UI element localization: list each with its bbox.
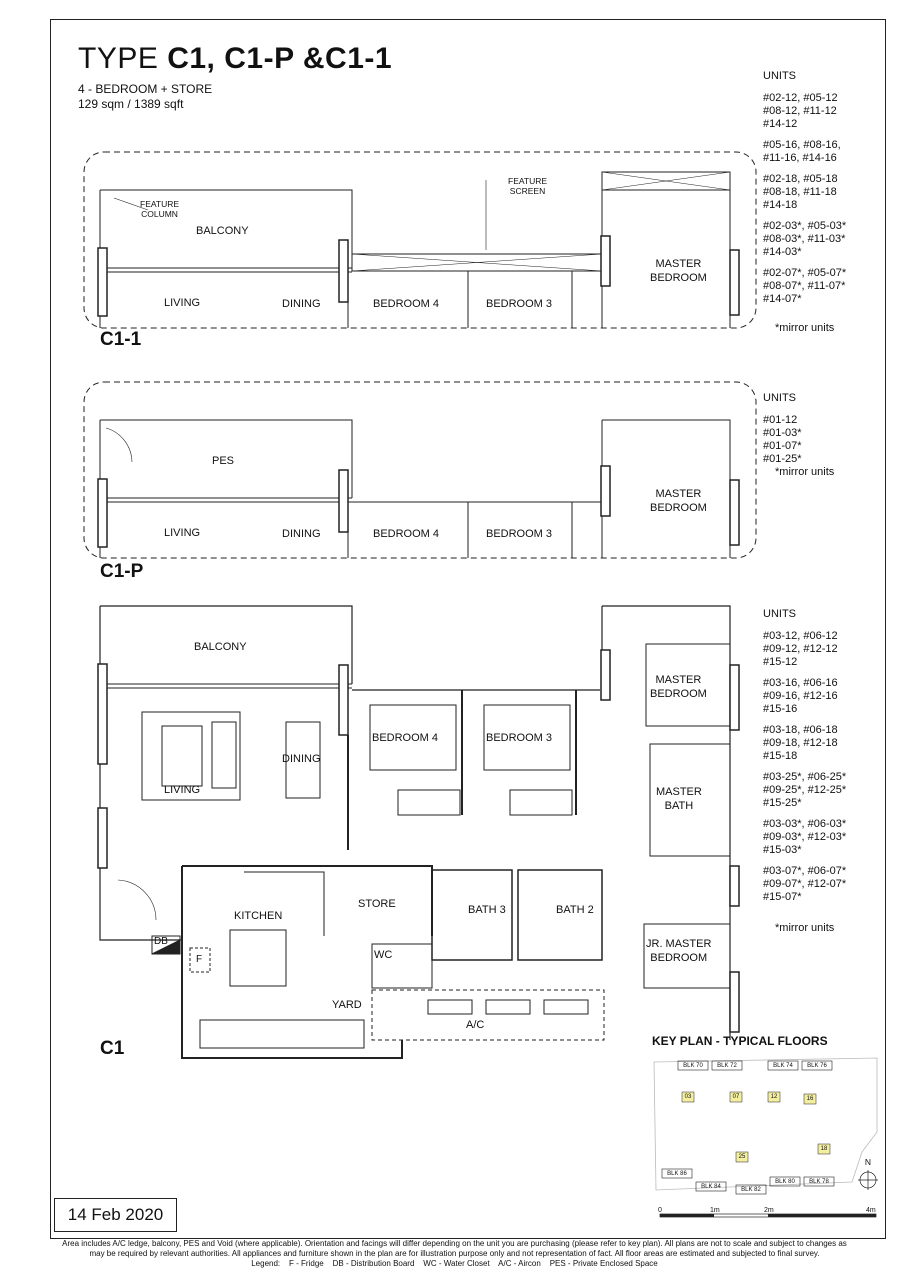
key-plan-title: KEY PLAN - TYPICAL FLOORS	[652, 1034, 828, 1048]
c1-fridge-label: F	[196, 954, 203, 965]
blk-label: BLK 80	[775, 1179, 795, 1185]
north-arrow-label: N	[864, 1157, 872, 1167]
key-plan	[652, 1052, 880, 1197]
unit-highlight: 25	[738, 1154, 746, 1160]
blk-label: BLK 70	[683, 1063, 703, 1069]
c1-p-plan-label: C1-P	[100, 561, 144, 582]
c1-1-bedroom4-label: BEDROOM 4	[373, 298, 440, 310]
c1-yard-label: YARD	[332, 999, 362, 1011]
footer-legend: Legend: F - Fridge DB - Distribution Board WC - Water Closet A/C - Aircon PES - Private Enclosed Space	[251, 1259, 658, 1268]
c1-1-balcony-label: BALCONY	[196, 225, 249, 237]
c1-p-pes-label: PES	[212, 455, 235, 467]
c1-p-master-label: MASTER BEDROOM	[650, 488, 707, 514]
scale-0: 0	[658, 1207, 662, 1214]
c1-store-label: STORE	[358, 898, 396, 910]
unit-area: 129 sqm / 1389 sqft	[78, 97, 184, 111]
blk-label: BLK 76	[807, 1063, 827, 1069]
mirror-note-c1-1: *mirror units	[775, 322, 835, 334]
c1-db-label: DB	[154, 936, 168, 947]
units-list-c1-1: UNITS #02-12, #05-12 #08-12, #11-12 #14-12 #05-16, #08-16, #11-16, #14-16 #02-18, #05-18 #08-18, #11-18 #14-18 #02-03*, #05-03* #08-03*, #11-03* #14-03* #02-07*, #05-07* #08-07*, #11-07* #14-07*	[763, 70, 847, 305]
c1-balcony-label: BALCONY	[194, 641, 247, 653]
date-stamp: 14 Feb 2020	[54, 1198, 177, 1232]
c1-kitchen-label: KITCHEN	[234, 910, 283, 922]
blk-label: BLK 74	[773, 1063, 793, 1069]
c1-bedroom4-label: BEDROOM 4	[372, 732, 439, 744]
c1-p-dining-label: DINING	[282, 528, 321, 540]
c1-dining-label: DINING	[282, 753, 321, 765]
c1-plan-label: C1	[100, 1038, 125, 1059]
page-title: TYPE C1, C1-P &C1-1	[78, 42, 393, 75]
c1-bedroom3-label: BEDROOM 3	[486, 732, 553, 744]
scale-1m: 1m	[710, 1207, 720, 1214]
c1-p-living-label: LIVING	[164, 527, 201, 539]
blk-label: BLK 72	[717, 1063, 737, 1069]
c1-master-bath-label: MASTER BATH	[656, 786, 702, 812]
c1-bath3-label: BATH 3	[468, 904, 506, 916]
unit-highlight: 12	[770, 1094, 778, 1100]
c1-p-bedroom3-label: BEDROOM 3	[486, 528, 553, 540]
c1-bath2-label: BATH 2	[556, 904, 594, 916]
c1-living-label: LIVING	[164, 784, 201, 796]
c1-p-bedroom4-label: BEDROOM 4	[373, 528, 440, 540]
units-list-c1: UNITS #03-12, #06-12 #09-12, #12-12 #15-12 #03-16, #06-16 #09-16, #12-16 #15-16 #03-18, #06-18 #09-18, #12-18 #15-18 #03-25*, #06-25* #09-25*, #12-25* #15-25* #03-03*, #06-03* #09-03*, #12-03* #15-03* #03-07*, #06-07* #09-07*, #12-07* #15-07*	[763, 608, 847, 903]
blk-label: BLK 82	[741, 1187, 761, 1193]
unit-highlight: 16	[806, 1096, 814, 1102]
c1-1-bedroom3-label: BEDROOM 3	[486, 298, 553, 310]
units-list-c1-p: UNITS #01-12 #01-03* #01-07* #01-25*	[763, 392, 802, 465]
blk-label: BLK 78	[809, 1179, 829, 1185]
c1-1-plan-label: C1-1	[100, 329, 142, 350]
c1-ac-label: A/C	[466, 1019, 485, 1031]
c1-1-living-label: LIVING	[164, 297, 201, 309]
mirror-note-c1-p: *mirror units	[775, 466, 835, 478]
c1-1-dining-label: DINING	[282, 298, 321, 310]
c1-1-feature-screen-label: FEATURE SCREEN	[508, 176, 548, 196]
c1-1-feature-column-label: FEATURE COLUMN	[140, 199, 180, 219]
c1-wc-label: WC	[374, 949, 393, 961]
c1-master-label: MASTER BEDROOM	[650, 674, 707, 700]
c1-jr-master-label: JR. MASTER BEDROOM	[646, 938, 712, 964]
unit-highlight: 03	[684, 1094, 692, 1100]
blk-label: BLK 86	[667, 1171, 687, 1177]
footer-disclaimer: Area includes A/C ledge, balcony, PES and Void (where applicable). Orientation and facings will differ depending on the unit you are purchasing (please refer to key plan). All plans are not to scale and subject to changes as may be required by relevant authorities. All appliances and furniture shown in the plan are for illustration purpose only and not representation of fact. All floor areas are estimated and subjected to final survey. Legend: F - Fridge DB - Distribution Board WC - Water Closet A/C - Aircon PES - Private Enclosed Space	[0, 1239, 909, 1269]
scale-2m: 2m	[764, 1207, 774, 1214]
unit-highlight: 18	[820, 1146, 828, 1152]
blk-label: BLK 84	[701, 1184, 721, 1190]
c1-1-master-label: MASTER BEDROOM	[650, 258, 707, 284]
mirror-note-c1: *mirror units	[775, 922, 835, 934]
bedroom-description: 4 - BEDROOM + STORE	[78, 82, 213, 96]
scale-4m: 4m	[866, 1207, 876, 1214]
unit-highlight: 07	[732, 1094, 740, 1100]
